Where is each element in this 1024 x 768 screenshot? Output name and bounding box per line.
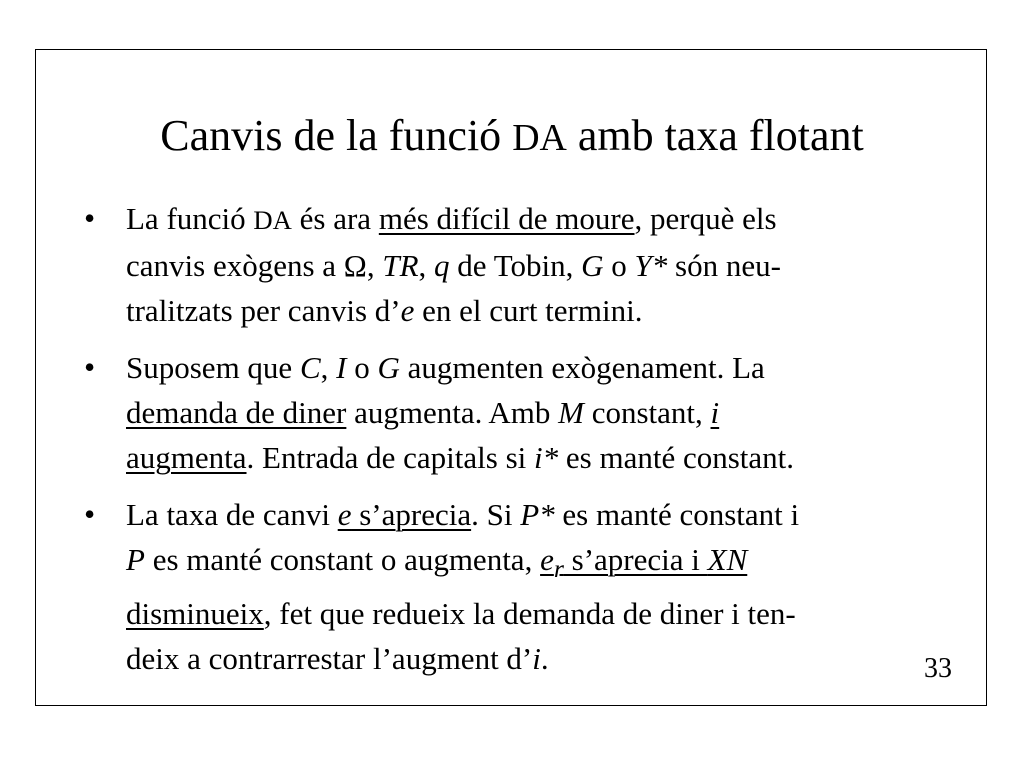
underlined-phrase: XN bbox=[707, 542, 748, 577]
bullet-item-2 bbox=[84, 345, 944, 480]
underlined-phrase: més difícil de moure bbox=[378, 201, 635, 236]
bullet-icon: • bbox=[84, 496, 96, 532]
text-line: tralitzats per canvis d’e en el curt termini. bbox=[126, 293, 643, 328]
underlined-phrase: augmenta bbox=[126, 440, 247, 475]
text-line: demanda de diner augmenta. Amb M constant, i bbox=[126, 395, 720, 430]
underlined-phrase: demanda de diner bbox=[126, 395, 347, 430]
bullet-icon: • bbox=[84, 200, 96, 236]
text-line: canvis exògens a Ω, TR, q de Tobin, G o Y* són neu- bbox=[126, 248, 781, 283]
underlined-phrase: $e_r$ s’aprecia i bbox=[540, 542, 708, 584]
text-line: disminueix, fet que redueix la demanda de diner i ten- bbox=[126, 596, 796, 632]
bullet-item-3 bbox=[84, 492, 944, 681]
page-number: 33 bbox=[924, 653, 952, 684]
text-line: Suposem que C, I o G augmenten exògenament. La bbox=[126, 350, 765, 385]
underlined-phrase: disminueix bbox=[126, 596, 264, 632]
underlined-phrase: e s’aprecia bbox=[337, 497, 472, 532]
bullet-text bbox=[126, 196, 944, 333]
bullet-list bbox=[84, 196, 944, 693]
bullet-text bbox=[126, 345, 944, 480]
bullet-text bbox=[126, 492, 944, 681]
bullet-icon: • bbox=[84, 349, 96, 385]
text-line: augmenta. Entrada de capitals si i* es manté constant. bbox=[126, 440, 795, 475]
text-line: La funció DA és ara més difícil de moure, perquè els bbox=[126, 201, 777, 236]
bullet-item-1 bbox=[84, 196, 944, 333]
slide-title: Canvis de la funció DA amb taxa flotant bbox=[160, 111, 864, 160]
text-line: P es manté constant o augmenta, $e_r$ s’aprecia i XN bbox=[126, 542, 748, 584]
underlined-phrase: i bbox=[710, 395, 720, 430]
text-line: deix a contrarrestar l’augment d’i. bbox=[126, 641, 549, 677]
text-line: La taxa de canvi e s’aprecia. Si P* es manté constant i bbox=[126, 497, 800, 532]
